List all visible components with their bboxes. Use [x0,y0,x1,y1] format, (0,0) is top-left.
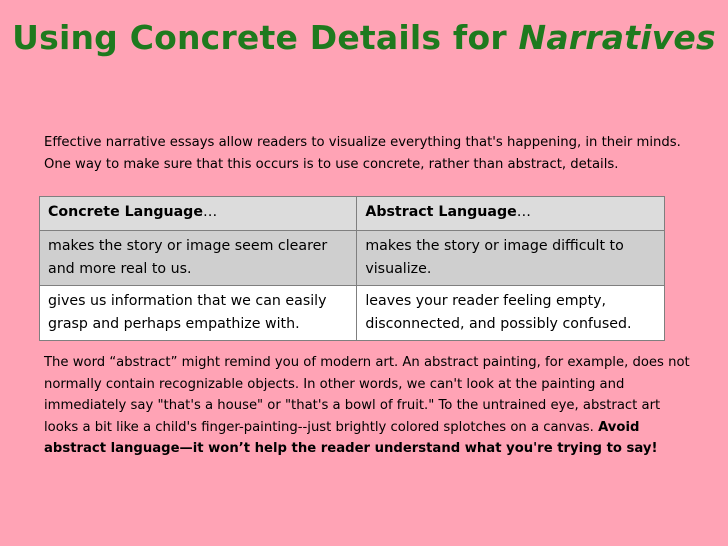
body-emphasis: Avoid abstract language—it won’t help the reader understand what you're trying to say! [44,419,658,456]
title-emphasis: Narratives [518,18,716,57]
header-abstract [357,197,665,231]
table-cell: gives us information that we can easily grasp and perhaps empathize with. [40,286,357,341]
intro-paragraph: Effective narrative essays allow readers to visualize everything that's happening, in their minds. One way to make sure that this occurs is to use concrete, rather than abstract, details. [44,135,681,172]
table-row [40,231,665,286]
table-row [40,286,665,341]
title-main: Using Concrete Details for [12,18,519,57]
comparison-table [39,196,665,341]
header-concrete-suffix: … [202,204,218,220]
table-cell: makes the story or image seem clearer and more real to us. [40,231,357,286]
table-header-row [40,197,665,231]
header-abstract-label: Abstract Language [365,204,517,220]
header-abstract-suffix: … [516,204,531,220]
table-cell: leaves your reader feeling empty, disconnected, and possibly confused. [357,286,665,341]
slide-title [0,18,728,57]
header-concrete [40,197,357,231]
body-paragraph [44,352,694,460]
table-cell: makes the story or image difficult to visualize. [357,231,665,286]
header-concrete-label: Concrete Language [48,204,203,220]
body-text: The word “abstract” might remind you of modern art. An abstract painting, for example, does not normally contain recognizable objects. In other words, we can't look at the painting and immediately say "that's a house" or "that's a bowl of fruit." To the untrained eye, abstract art looks a bit like a child's finger-painting--just brightly colored splotches on a canvas. [44,355,690,435]
